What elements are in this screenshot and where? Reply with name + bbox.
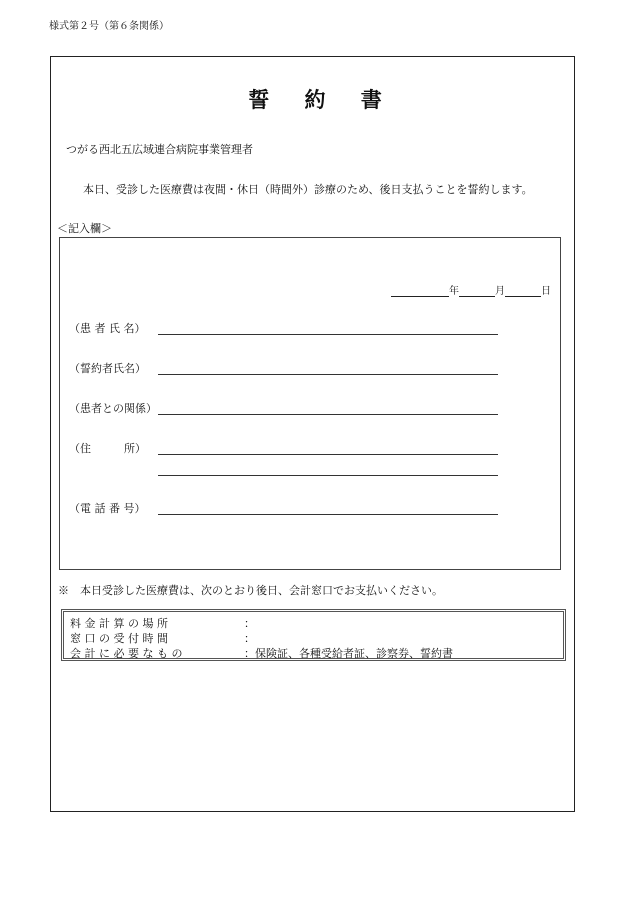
address-field-line-1[interactable] xyxy=(158,454,498,455)
info-label: 会 計 に 必 要 な も の xyxy=(70,647,183,660)
entry-section-label: ＜記入欄＞ xyxy=(57,222,112,235)
relationship-field[interactable] xyxy=(158,414,498,415)
info-row-location xyxy=(70,615,255,631)
month-blank[interactable] xyxy=(459,284,495,297)
info-value: ：保険証、各種受給者証、診察券、誓約書 xyxy=(244,647,453,660)
info-row-hours xyxy=(70,630,255,646)
relationship-label: （患者との関係） xyxy=(69,402,157,415)
form-number: 様式第２号（第６条関係） xyxy=(49,21,169,32)
payment-info-box xyxy=(61,609,566,661)
info-label: 窓 口 の 受 付 時 間 xyxy=(70,632,168,645)
phone-field[interactable] xyxy=(158,514,498,515)
year-blank[interactable] xyxy=(391,284,449,297)
address-label: （住 所） xyxy=(69,442,146,455)
pledger-name-field[interactable] xyxy=(158,374,498,375)
pledge-statement: 本日、受診した医療費は夜間・休日（時間外）診療のため、後日支払うことを誓約します。 xyxy=(83,183,533,196)
address-field-line-2[interactable] xyxy=(158,475,498,476)
day-blank[interactable] xyxy=(505,284,541,297)
info-row-required xyxy=(70,645,453,661)
patient-name-field[interactable] xyxy=(158,334,498,335)
patient-name-label: （患 者 氏 名） xyxy=(69,322,146,335)
month-label: 月 xyxy=(495,286,505,297)
date-line xyxy=(391,282,551,297)
info-value: ： xyxy=(244,617,255,630)
pledger-name-label: （誓約者氏名） xyxy=(69,362,146,375)
document-title: 誓 約 書 xyxy=(248,87,396,112)
year-label: 年 xyxy=(449,286,459,297)
phone-label: （電 話 番 号） xyxy=(69,502,146,515)
info-value: ： xyxy=(244,632,255,645)
day-label: 日 xyxy=(541,286,551,297)
entry-box xyxy=(59,237,561,570)
info-label: 料 金 計 算 の 場 所 xyxy=(70,617,168,630)
addressee: つがる西北五広域連合病院事業管理者 xyxy=(66,143,253,156)
payment-note: ※ 本日受診した医療費は、次のとおり後日、会計窓口でお支払いください。 xyxy=(58,584,443,597)
